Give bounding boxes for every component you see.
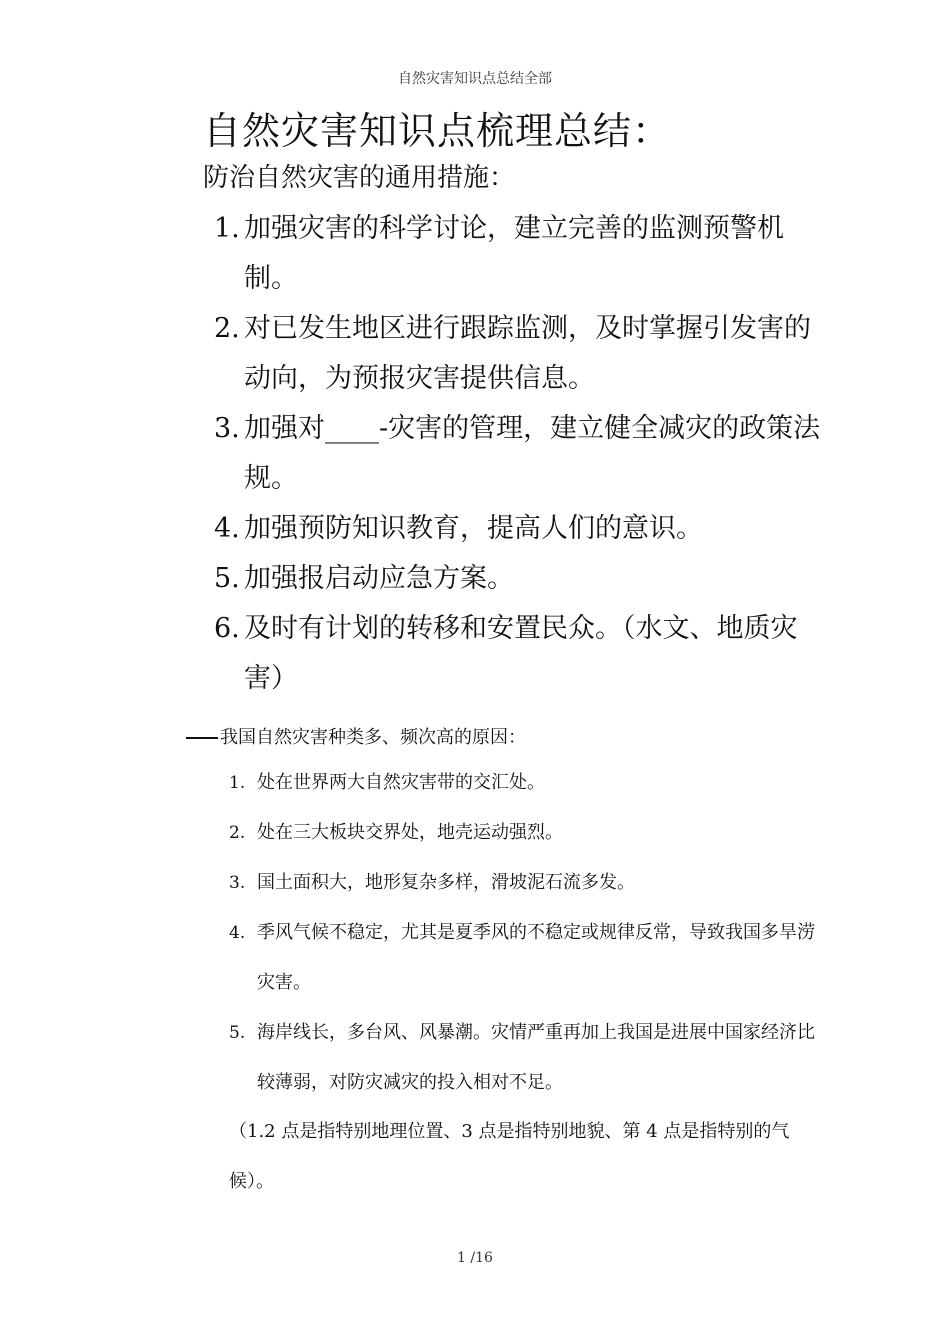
list-item [214,304,834,404]
list-number: 4. [214,513,240,544]
list-text: 季风气候不稳定，尤其是夏季风的不稳定或规律反常，导致我国多旱涝灾害。 [257,922,815,993]
running-header: 自然灾害知识点总结全部 [398,71,552,87]
causes-list [229,758,819,1108]
list-item [214,204,834,304]
list-text: 处在三大板块交界处，地壳运动强烈。 [257,822,563,843]
list-text: 加强报启动应急方案。 [244,563,514,594]
list-number: 3. [229,873,246,893]
list-number: 6. [214,613,240,644]
list-item [214,504,834,554]
list-item [214,604,834,704]
page-number: 1 /16 [457,1250,493,1266]
list-text: 及时有计划的转移和安置民众。（水文、地质灾害） [244,613,798,694]
list-text: 国土面积大，地形复杂多样，滑坡泥石流多发。 [257,872,635,893]
dash-decoration [186,737,218,739]
list-text: 海岸线长，多台风、风暴潮。灾情严重再加上我国是进展中国家经济比较薄弱，对防灾减灾的投入相对不足。 [257,1022,815,1093]
list-number: 5. [214,563,240,594]
page-title: 自然灾害知识点梳理总结： [203,109,672,153]
list-text: 处在世界两大自然灾害带的交汇处。 [257,772,545,793]
list-text: 加强对____-灾害的管理，建立健全减灾的政策法规。 [244,413,821,494]
list-text: 加强灾害的科学讨论，建立完善的监测预警机制。 [244,213,784,294]
section-heading-causes [186,723,526,749]
measures-list [214,204,834,704]
list-item [229,858,819,908]
section-heading-text: 我国自然灾害种类多、频次高的原因： [220,727,526,748]
list-item [229,758,819,808]
list-item [229,908,819,1008]
list-item [214,404,834,504]
list-item [229,808,819,858]
list-number: 2. [229,823,246,843]
list-number: 4. [229,923,246,943]
list-number: 1. [214,213,240,244]
footnote: （1.2 点是指特别地理位置、3 点是指特别地貌、第 4 点是指特别的气候）。 [229,1121,790,1192]
list-item [214,554,834,604]
list-text: 对已发生地区进行跟踪监测，及时掌握引发害的动向，为预报灾害提供信息。 [244,313,811,394]
list-item [229,1008,819,1108]
list-text: 加强预防知识教育，提高人们的意识。 [244,513,703,544]
list-number: 3. [214,413,240,444]
list-number: 2. [214,313,240,344]
list-number: 1. [229,773,246,793]
section-heading-measures: 防治自然灾害的通用措施： [203,163,516,193]
list-number: 5. [229,1023,246,1043]
